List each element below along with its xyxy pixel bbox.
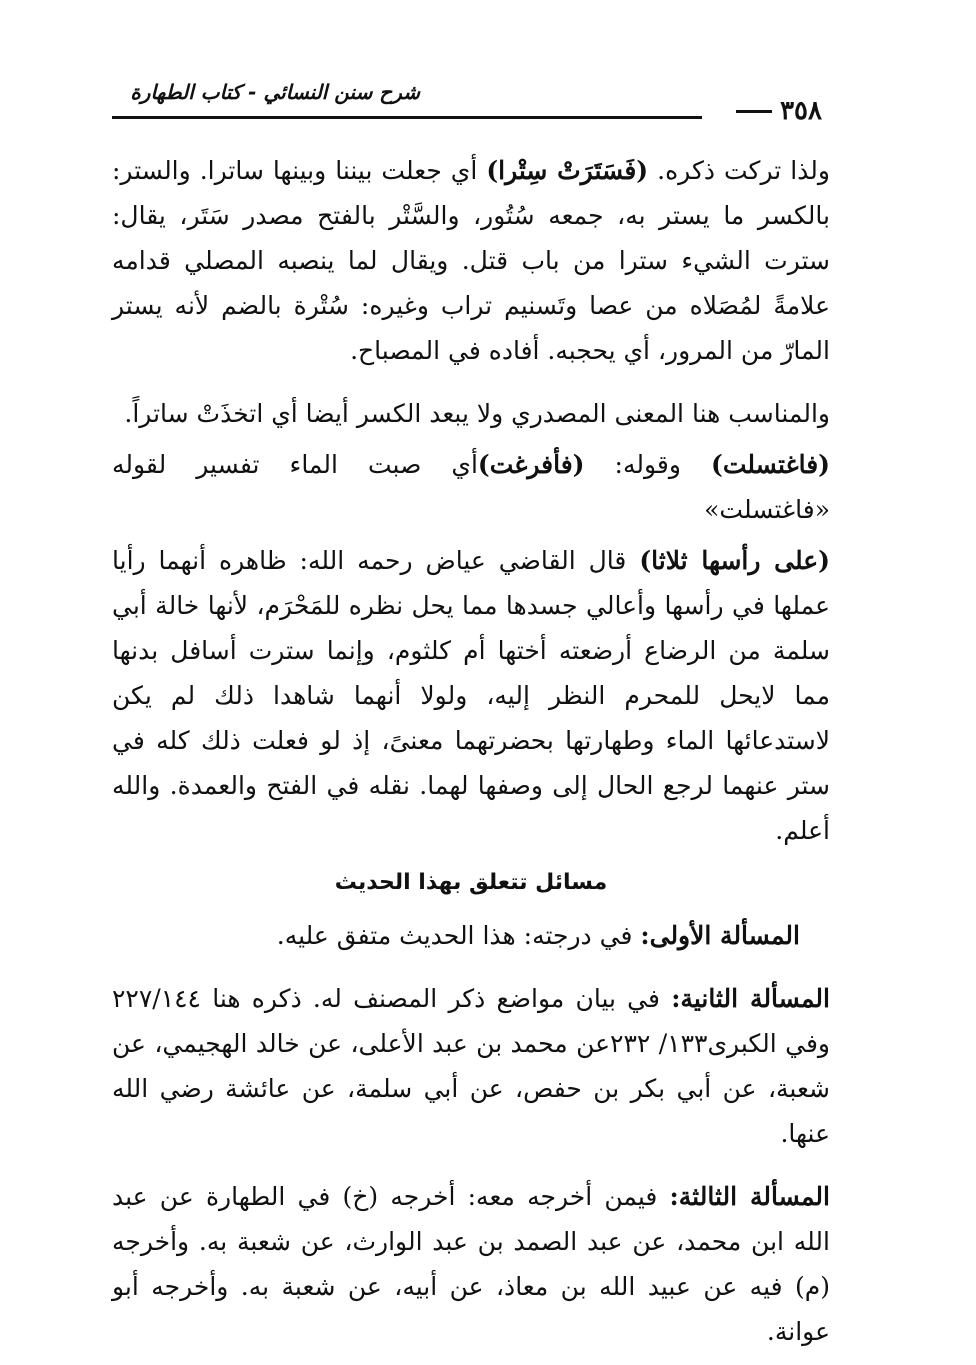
page-header xyxy=(112,78,822,126)
issue-label: المسألة الأولى: xyxy=(640,921,800,950)
hadith-quote: (على رأسها ثلاثا) xyxy=(639,546,831,575)
paragraph-text: ولذا تركت ذكره. xyxy=(648,156,830,185)
header-rule xyxy=(112,116,702,119)
issue-3 xyxy=(112,1174,830,1354)
page-number-block xyxy=(736,96,822,126)
issue-text: في درجته: هذا الحديث متفق عليه. xyxy=(276,921,641,950)
page-body xyxy=(112,148,830,1354)
issue-label: المسألة الثانية: xyxy=(671,984,830,1013)
section-heading: مسائل تتعلق بهذا الحديث xyxy=(334,870,608,895)
paragraph-text: وقوله: xyxy=(584,450,711,479)
paragraph-ightasalat xyxy=(112,442,830,532)
hadith-quote: (فأفرغت) xyxy=(477,450,585,479)
paragraph-text: أي جعلت بيننا وبينها ساترا. والستر: بالكسر ما يستر به، جمعه سُتُور، والسَّتْر بالفتح مصدر سَتَر، يقال: سترت الشيء سترا من باب قتل. ويقال لما ينصبه المصلي قدامه علامةً لمُصَلاه من عصا وتَسنيم تراب وغيره: سُتْرة بالضم لأنه يستر المارّ من المرور، أي يحجبه. أفاده في المصباح. xyxy=(112,156,830,365)
issue-label: المسألة الثالثة: xyxy=(669,1182,830,1211)
paragraph-rasiha xyxy=(112,538,830,853)
hadith-quote: (فَسَتَرَتْ سِتْرا) xyxy=(486,156,649,185)
page-number: ٣٥٨ xyxy=(780,96,822,126)
issue-text: فيمن أخرجه معه: أخرجه (خ) في الطهارة عن عبد الله ابن محمد، عن عبد الصمد بن عبد الوارث، عن شعبة به. وأخرجه (م) فيه عن عبيد الله بن معاذ، عن أبيه، عن شعبة به. وأخرجه أبو عوانة. xyxy=(112,1182,830,1346)
paragraph-text: أي صبت الماء تفسير لقوله «فاغتسلت» xyxy=(112,450,830,524)
paragraph-munasib: والمناسب هنا المعنى المصدري ولا يبعد الكسر أيضا أي اتخذَتْ ساتراً. xyxy=(124,399,830,428)
page-number-dash xyxy=(736,110,772,113)
hadith-quote: (فاغتسلت) xyxy=(711,450,830,479)
running-title: شرح سنن النسائي - كتاب الطهارة xyxy=(130,80,420,104)
issue-2 xyxy=(112,976,830,1156)
issue-text: في بيان مواضع ذكر المصنف له. ذكره هنا ٢٢٧/١٤٤ وفي الكبرى١٣٣/ ٢٣٢عن محمد بن عبد الأعلى، عن خالد الهجيمي، عن شعبة، عن أبي بكر بن حفص، عن أبي سلمة، عن عائشة رضي الله عنها. xyxy=(112,984,830,1148)
paragraph-text: قال القاضي عياض رحمه الله: ظاهره أنهما رأيا عملها في رأسها وأعالي جسدها مما يحل نظره للمَحْرَم، لأنها خالة أبي سلمة من الرضاع أرضعته أختها أم كلثوم، وإنما سترت أسافل بدنها مما لايحل للمحرم النظر إليه، ولولا أنهما شاهدا ذلك لم يكن لاستدعائها الماء وطهارتها بحضرتهما معنىً، إذ لو فعلت ذلك كله في ستر عنهما لرجع الحال إلى وصفها لهما. نقله في الفتح والعمدة. والله أعلم. xyxy=(112,546,830,845)
issue-1 xyxy=(112,913,830,958)
paragraph-satr xyxy=(112,148,830,373)
